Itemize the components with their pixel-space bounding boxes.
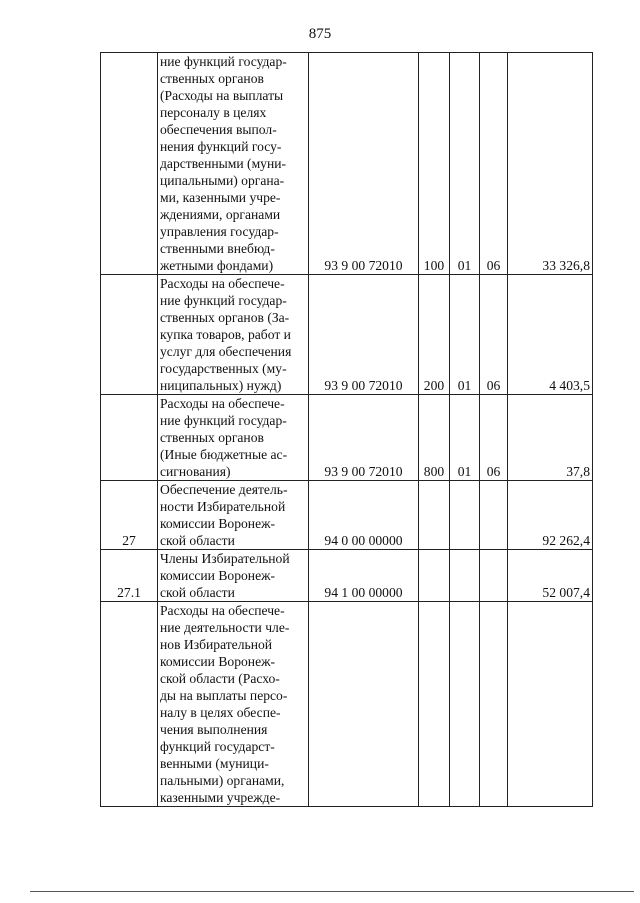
description-line: ской области — [160, 533, 235, 548]
table-row — [101, 53, 593, 275]
description-cell — [158, 275, 309, 395]
subsection-cell — [480, 481, 508, 550]
description-line: ственных органов — [160, 430, 264, 445]
target-article-cell — [309, 602, 419, 807]
description-line: обеспечения выпол- — [160, 122, 277, 137]
description-line: жетными фондами) — [160, 258, 274, 273]
row-number-cell — [101, 395, 158, 481]
description-line: Расходы на обеспече- — [160, 603, 285, 618]
description-cell — [158, 481, 309, 550]
description-line: ственных органов — [160, 71, 264, 86]
table-row — [101, 602, 593, 807]
section-cell: 01 — [450, 275, 480, 395]
expense-type-cell: 200 — [419, 275, 450, 395]
budget-table — [100, 52, 593, 807]
description-line: нения функций госу- — [160, 139, 282, 154]
target-article-cell: 93 9 00 72010 — [309, 275, 419, 395]
description-line: нов Избирательной — [160, 637, 273, 652]
description-line: ние деятельности чле- — [160, 620, 290, 635]
table-row — [101, 275, 593, 395]
row-number-cell — [101, 602, 158, 807]
description-line: дарственными (муни- — [160, 156, 287, 171]
description-line: налу в целях обеспе- — [160, 705, 281, 720]
description-line: персоналу в целях — [160, 105, 267, 120]
description-line: ниципальных) нужд) — [160, 378, 282, 393]
amount-cell — [508, 602, 593, 807]
description-line: управления государ- — [160, 224, 279, 239]
description-line: купка товаров, работ и — [160, 327, 291, 342]
description-line: ской области (Расхо- — [160, 671, 280, 686]
row-number-cell — [101, 275, 158, 395]
description-line: функций государст- — [160, 739, 275, 754]
description-line: Расходы на обеспече- — [160, 396, 285, 411]
description-line: пальными) органами, — [160, 773, 285, 788]
description-line: ды на выплаты персо- — [160, 688, 288, 703]
page-number: 875 — [308, 26, 332, 42]
description-line: комиссии Воронеж- — [160, 516, 276, 531]
amount-cell: 52 007,4 — [508, 550, 593, 602]
description-cell — [158, 602, 309, 807]
subsection-cell: 06 — [480, 395, 508, 481]
table-row — [101, 481, 593, 550]
description-line: ципальными) органа- — [160, 173, 285, 188]
subsection-cell — [480, 550, 508, 602]
expense-type-cell: 100 — [419, 53, 450, 275]
description-line: сигнования) — [160, 464, 231, 479]
row-number-cell: 27 — [101, 481, 158, 550]
target-article-cell: 94 0 00 00000 — [309, 481, 419, 550]
description-line: ственных органов (За- — [160, 310, 290, 325]
description-line: комиссии Воронеж- — [160, 568, 276, 583]
description-line: ние функций государ- — [160, 413, 287, 428]
subsection-cell: 06 — [480, 275, 508, 395]
expense-type-cell — [419, 481, 450, 550]
amount-cell: 33 326,8 — [508, 53, 593, 275]
description-line: (Расходы на выплаты — [160, 88, 284, 103]
description-line: ние функций государ- — [160, 293, 287, 308]
subsection-cell: 06 — [480, 53, 508, 275]
description-line: ждениями, органами — [160, 207, 281, 222]
description-line: венными (муници- — [160, 756, 269, 771]
expense-type-cell — [419, 550, 450, 602]
description-line: Обеспечение деятель- — [160, 482, 288, 497]
target-article-cell: 93 9 00 72010 — [309, 53, 419, 275]
description-line: ности Избирательной — [160, 499, 286, 514]
amount-cell: 4 403,5 — [508, 275, 593, 395]
description-line: комиссии Воронеж- — [160, 654, 276, 669]
description-line: чения выполнения — [160, 722, 268, 737]
expense-type-cell — [419, 602, 450, 807]
table-row — [101, 550, 593, 602]
target-article-cell: 94 1 00 00000 — [309, 550, 419, 602]
table-body — [101, 53, 593, 807]
description-line: казенными учрежде- — [160, 790, 281, 805]
section-cell — [450, 602, 480, 807]
description-line: Расходы на обеспече- — [160, 276, 285, 291]
description-line: ской области — [160, 585, 235, 600]
row-number-cell: 27.1 — [101, 550, 158, 602]
description-line: (Иные бюджетные ас- — [160, 447, 288, 462]
page-bottom-rule — [30, 891, 634, 892]
description-line: государственных (му- — [160, 361, 287, 376]
description-cell — [158, 395, 309, 481]
table-row — [101, 395, 593, 481]
section-cell: 01 — [450, 53, 480, 275]
expense-type-cell: 800 — [419, 395, 450, 481]
description-cell — [158, 550, 309, 602]
row-number-cell — [101, 53, 158, 275]
description-line: ние функций государ- — [160, 54, 287, 69]
description-line: ми, казенными учре- — [160, 190, 281, 205]
section-cell: 01 — [450, 395, 480, 481]
description-line: ственными внебюд- — [160, 241, 275, 256]
subsection-cell — [480, 602, 508, 807]
section-cell — [450, 481, 480, 550]
amount-cell: 92 262,4 — [508, 481, 593, 550]
description-line: услуг для обеспечения — [160, 344, 292, 359]
description-line: Члены Избирательной — [160, 551, 290, 566]
target-article-cell: 93 9 00 72010 — [309, 395, 419, 481]
amount-cell: 37,8 — [508, 395, 593, 481]
description-cell — [158, 53, 309, 275]
section-cell — [450, 550, 480, 602]
